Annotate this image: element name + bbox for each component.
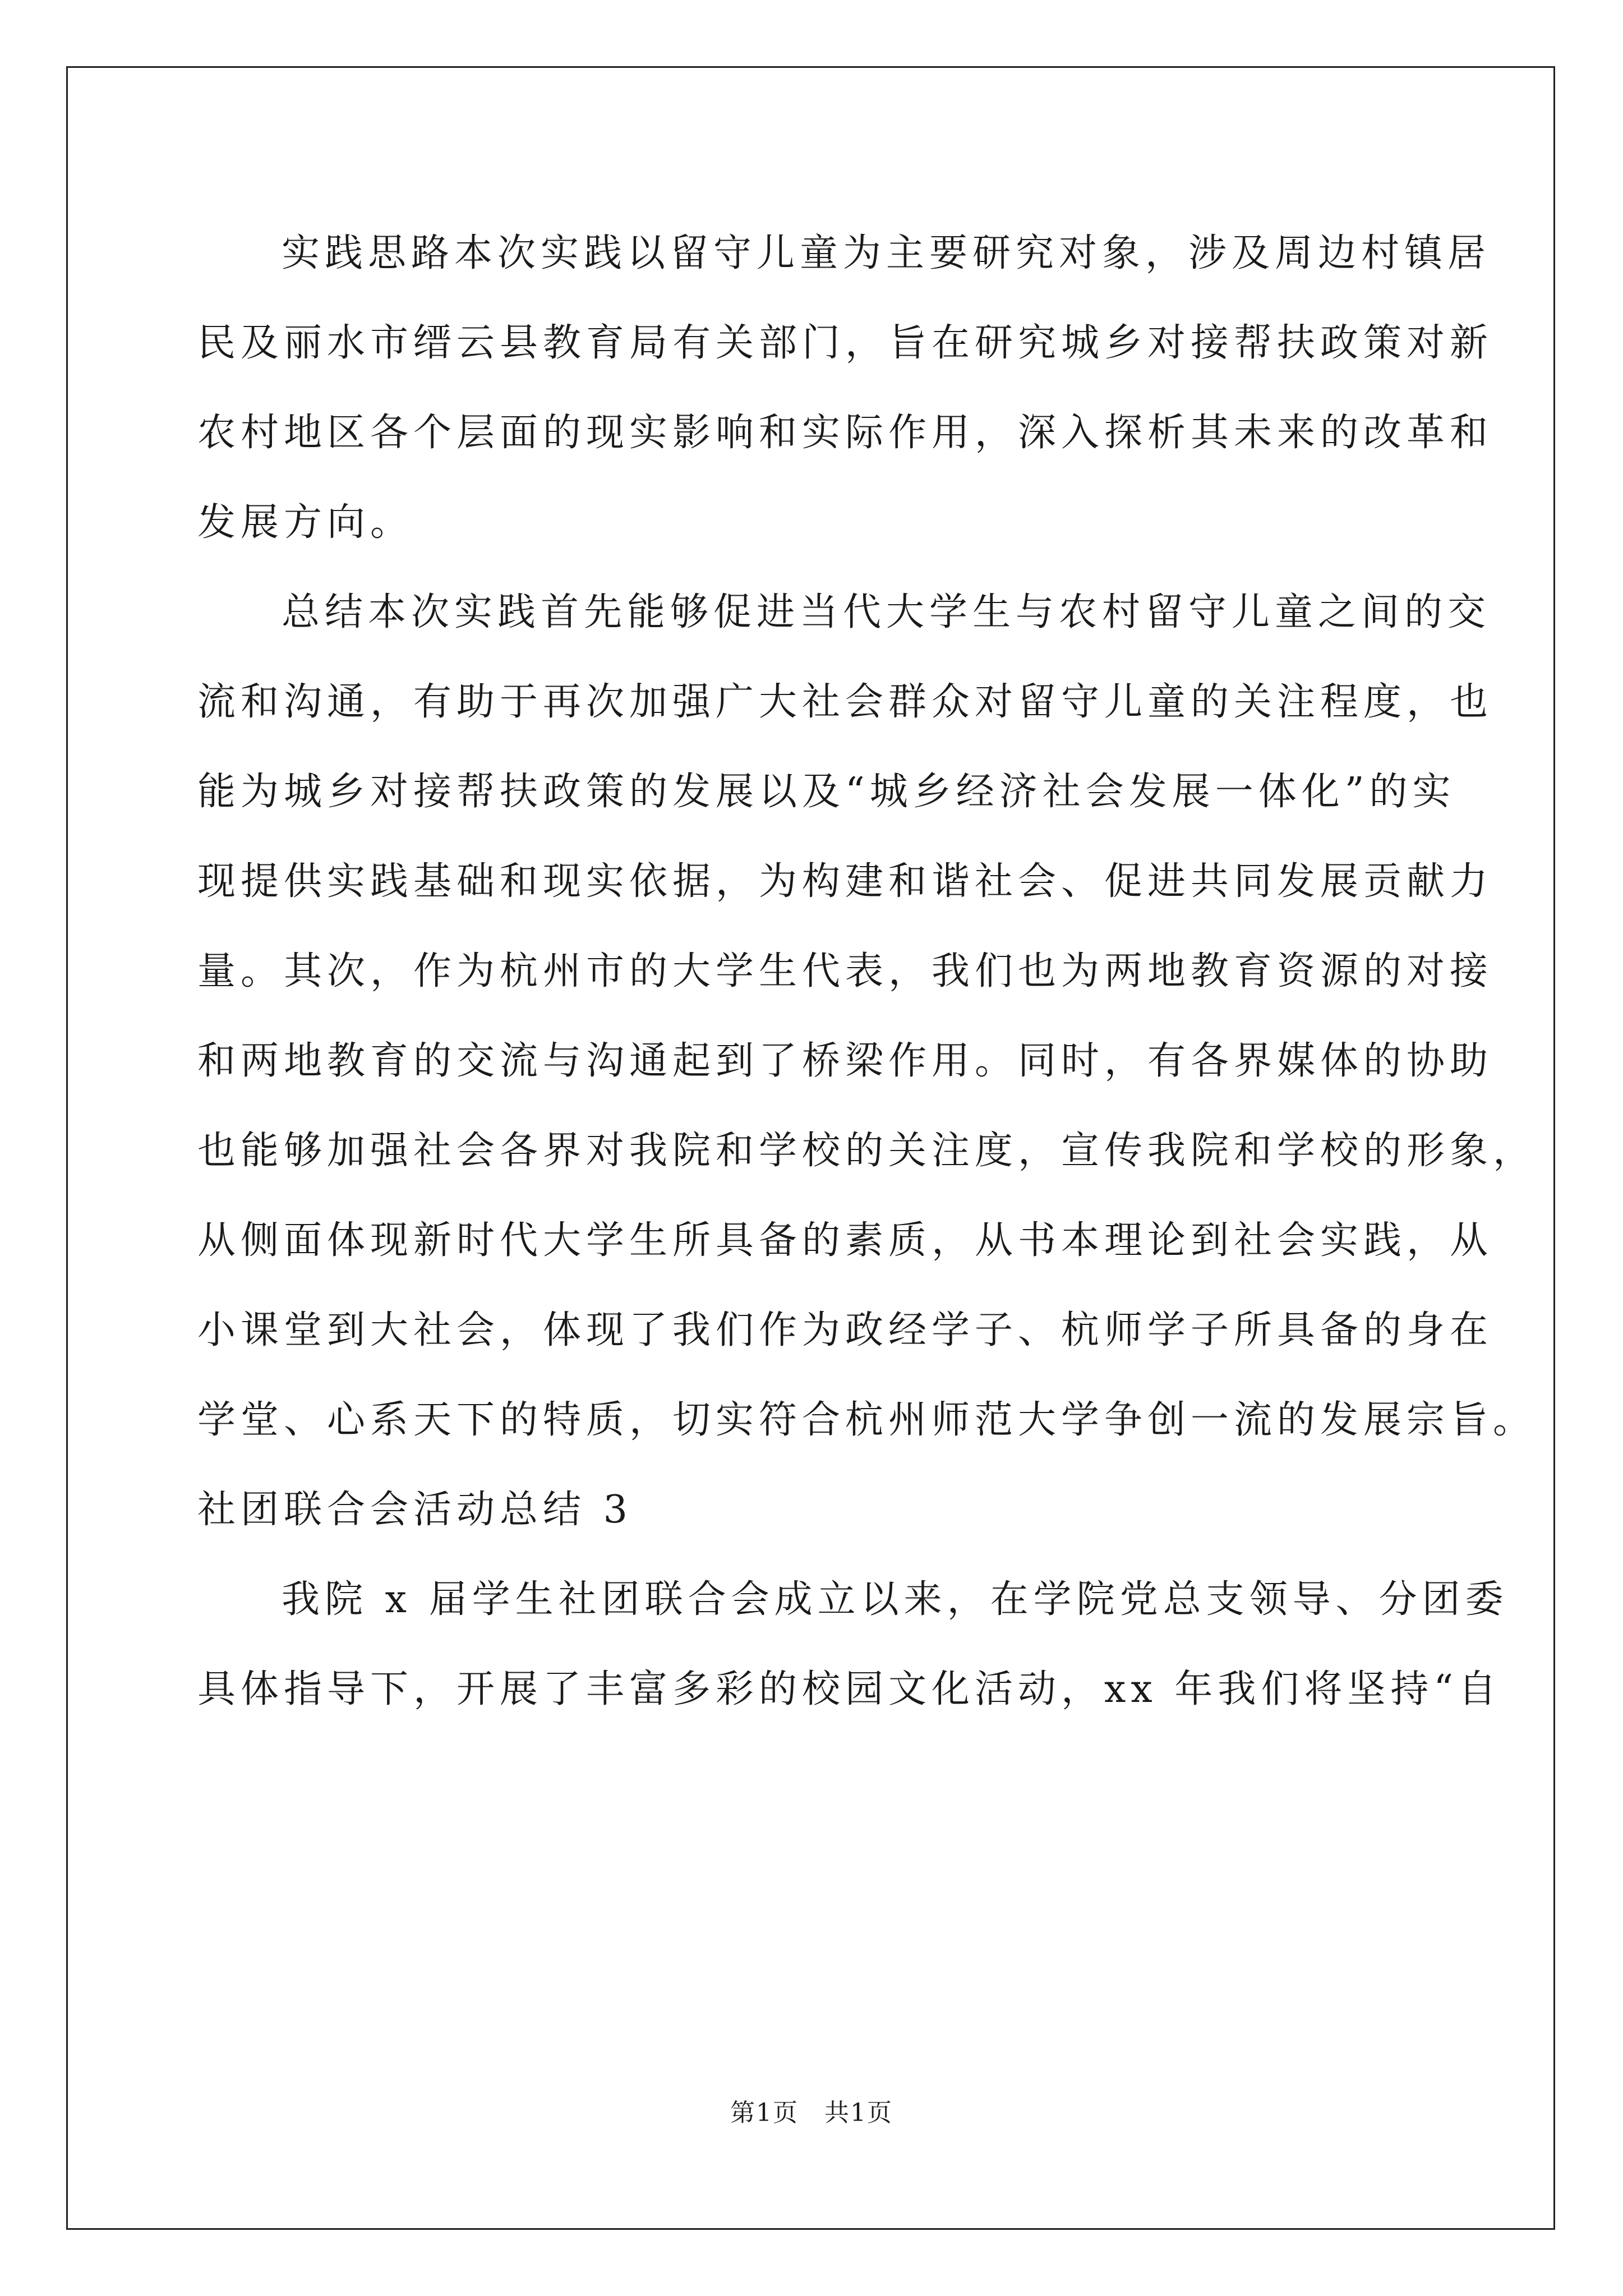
section-heading: 社团联合会活动总结 3 [197,1488,633,1532]
text-line: 具体指导下，开展了丰富多彩的校园文化活动，xx 年我们将坚持“自 [197,1667,1502,1711]
text-line: 学堂、心系天下的特质，切实符合杭州师范大学争创一流的发展宗旨。 [197,1398,1537,1442]
text-line: 农村地区各个层面的现实影响和实际作用，深入探析其未来的改革和 [197,411,1493,455]
text-line: 现提供实践基础和现实依据，为构建和谐社会、促进共同发展贡献力 [197,859,1493,904]
page-number-label: 第1页 共1页 [730,2099,893,2127]
text-line: 总结本次实践首先能够促进当代大学生与农村留守儿童之间的交 [282,590,1491,634]
text-line: 量。其次，作为杭州市的大学生代表，我们也为两地教育资源的对接 [197,949,1493,993]
document-body [197,209,1537,1734]
text-line: 小课堂到大社会，体现了我们作为政经学子、杭师学子所具备的身在 [197,1308,1493,1352]
text-line: 也能够加强社会各界对我院和学校的关注度，宣传我院和学校的形象， [197,1129,1537,1173]
text-line: 实践思路本次实践以留守儿童为主要研究对象，涉及周边村镇居 [282,231,1491,275]
text-line: 从侧面体现新时代大学生所具备的素质，从书本理论到社会实践，从 [197,1218,1493,1263]
page-footer [0,2092,1623,2128]
text-line: 我院 x 届学生社团联合会成立以来，在学院党总支领导、分团委 [282,1577,1509,1622]
text-line: 能为城乡对接帮扶政策的发展以及“城乡经济社会发展一体化”的实 [197,770,1456,814]
text-line: 流和沟通，有助于再次加强广大社会群众对留守儿童的关注程度，也 [197,680,1493,724]
text-line: 和两地教育的交流与沟通起到了桥梁作用。同时，有各界媒体的协助 [197,1039,1493,1083]
text-line: 发展方向。 [197,500,414,545]
text-line: 民及丽水市缙云县教育局有关部门，旨在研究城乡对接帮扶政策对新 [197,321,1493,365]
